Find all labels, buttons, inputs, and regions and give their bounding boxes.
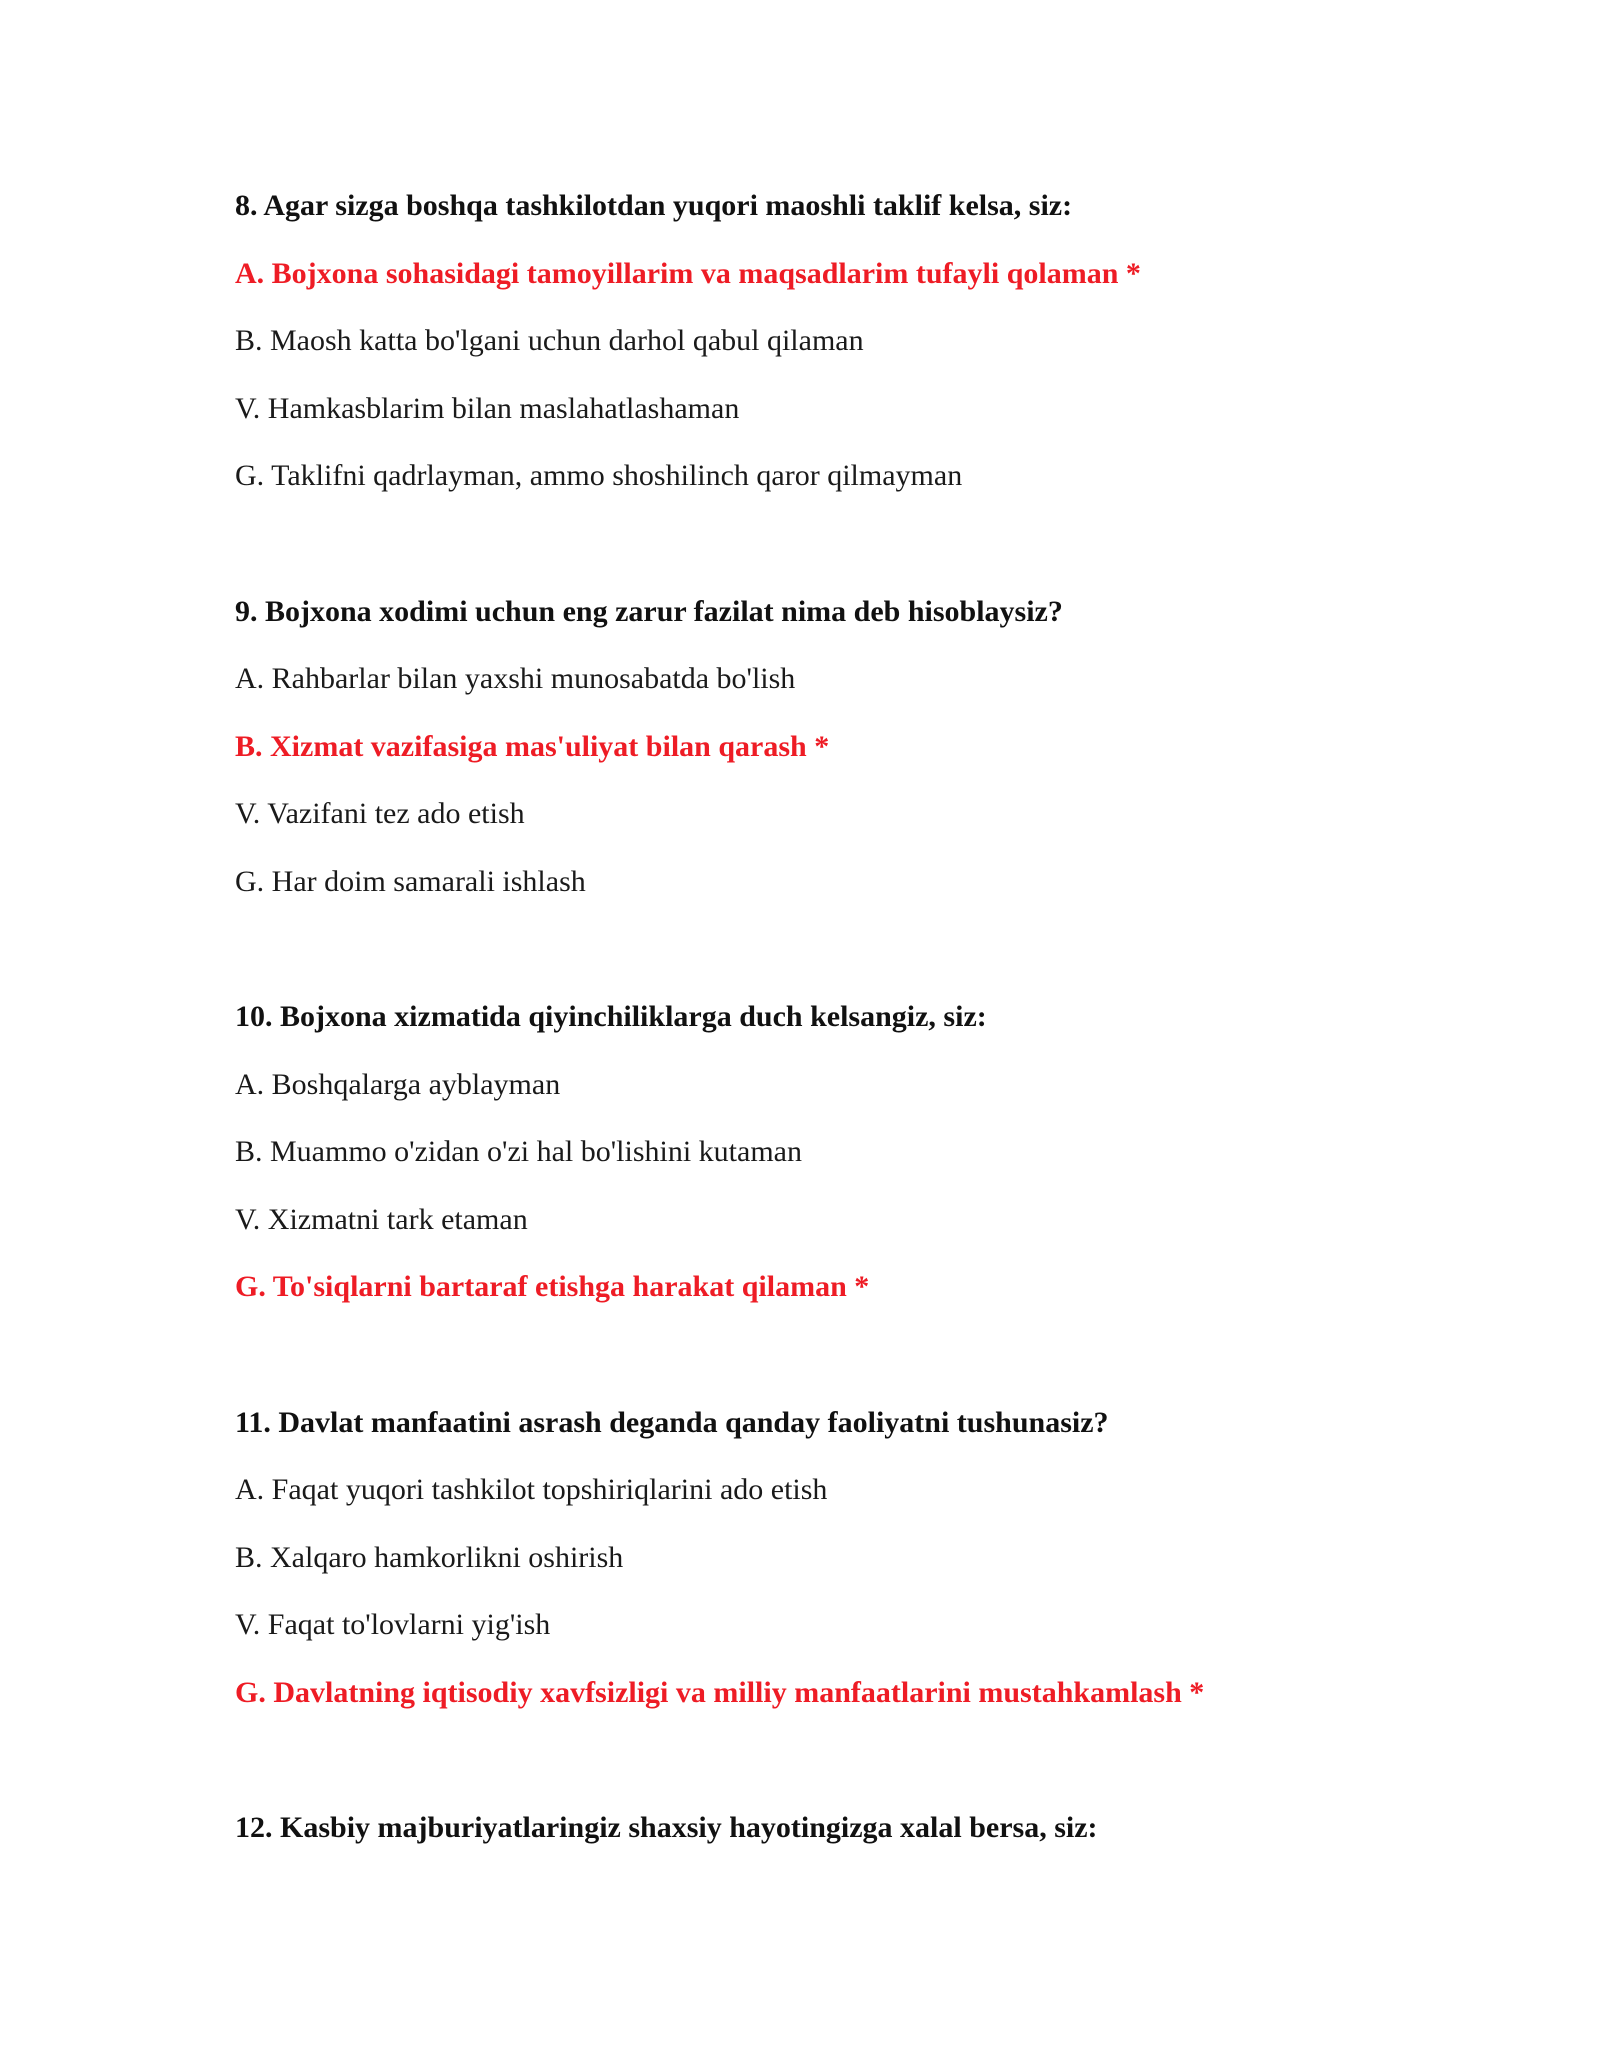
- question-11-option-v: V. Faqat to'lovlarni yig'ish: [235, 1608, 551, 1641]
- question-9: 9. Bojxona xodimi uchun eng zarur fazilat nima deb hisoblaysiz?: [235, 595, 1063, 628]
- question-10-option-a: A. Boshqalarga ayblayman: [235, 1068, 561, 1101]
- question-9-option-a: A. Rahbarlar bilan yaxshi munosabatda bo'lish: [235, 662, 796, 695]
- question-11-option-a: A. Faqat yuqori tashkilot topshiriqlarini ado etish: [235, 1473, 828, 1506]
- question-8-option-a: A. Bojxona sohasidagi tamoyillarim va maqsadlarim tufayli qolaman *: [235, 257, 1141, 290]
- question-12: 12. Kasbiy majburiyatlaringiz shaxsiy hayotingizga xalal bersa, siz:: [235, 1811, 1098, 1844]
- question-11-option-g: G. Davlatning iqtisodiy xavfsizligi va milliy manfaatlarini mustahkamlash *: [235, 1676, 1205, 1709]
- question-8-option-v: V. Hamkasblarim bilan maslahatlashaman: [235, 392, 740, 425]
- question-10-option-g: G. To'siqlarni bartaraf etishga harakat qilaman *: [235, 1270, 870, 1303]
- question-10: 10. Bojxona xizmatida qiyinchiliklarga duch kelsangiz, siz:: [235, 1000, 987, 1033]
- question-10-option-v: V. Xizmatni tark etaman: [235, 1203, 528, 1236]
- question-8-option-b: B. Maosh katta bo'lgani uchun darhol qabul qilaman: [235, 324, 864, 357]
- question-10-option-b: B. Muammo o'zidan o'zi hal bo'lishini kutaman: [235, 1135, 802, 1168]
- question-8-option-g: G. Taklifni qadrlayman, ammo shoshilinch qaror qilmayman: [235, 459, 963, 492]
- question-9-option-b: B. Xizmat vazifasiga mas'uliyat bilan qarash *: [235, 730, 830, 763]
- question-11-option-b: B. Xalqaro hamkorlikni oshirish: [235, 1541, 624, 1574]
- question-8: 8. Agar sizga boshqa tashkilotdan yuqori maoshli taklif kelsa, siz:: [235, 189, 1073, 222]
- question-9-option-g: G. Har doim samarali ishlash: [235, 865, 586, 898]
- question-9-option-v: V. Vazifani tez ado etish: [235, 797, 525, 830]
- question-11: 11. Davlat manfaatini asrash deganda qanday faoliyatni tushunasiz?: [235, 1406, 1109, 1439]
